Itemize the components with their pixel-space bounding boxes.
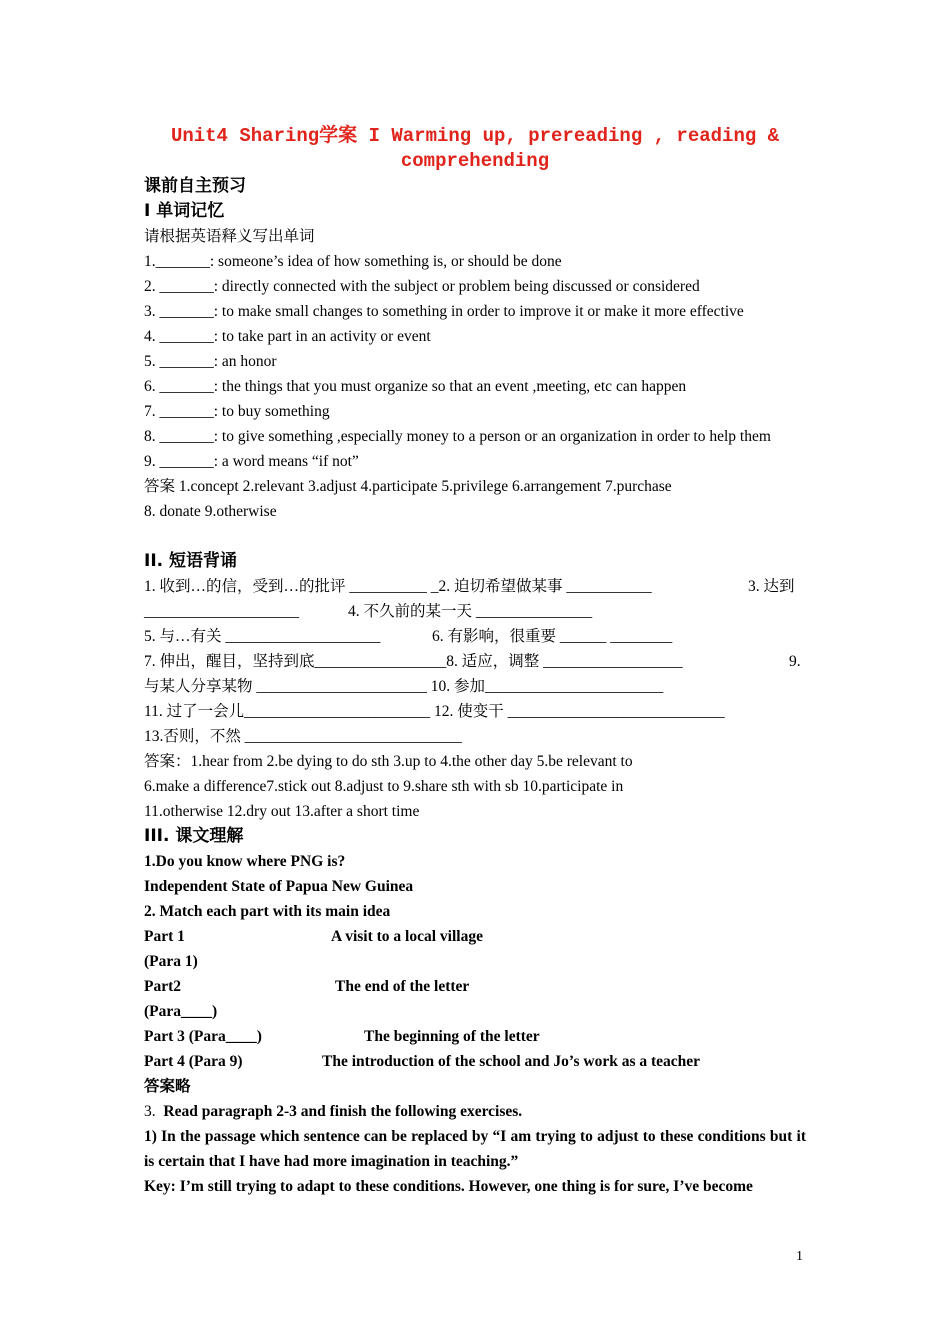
phrase-text: 9. (789, 653, 801, 670)
phrase-line (144, 624, 806, 649)
spacer (144, 524, 806, 549)
question-3-key: Key: I’m still trying to adapt to these conditions. However, one thing is for sure, I’ve become (144, 1178, 753, 1195)
title-line-1: Unit4 Sharing学案 I Warming up, prereading , reading & (170, 125, 780, 147)
question-3-1: 1) In the passage which sentence can be replaced by “I am trying to adjust to these conditions but it is certain that I have had more imagination in teaching.” (144, 1128, 806, 1170)
vocab-answer: 答案 1.concept 2.relevant 3.adjust 4.participate 5.privilege 6.arrangement 7.purchase (144, 478, 672, 495)
phrase-line (144, 724, 806, 749)
pre-study-heading: 课前自主预习 (144, 176, 246, 196)
title-line-2: comprehending (400, 150, 550, 172)
match-idea: A visit to a local village (331, 928, 483, 945)
match-row (144, 1049, 806, 1074)
answer-1: Independent State of Papua New Guinea (144, 878, 414, 895)
phrase-text: 3. 达到 (748, 578, 795, 595)
phrase-answer: 6.make a difference7.stick out 8.adjust to 9.share sth with sb 10.participate in (144, 778, 624, 795)
phrase-answer: 11.otherwise 12.dry out 13.after a short time (144, 803, 420, 820)
match-part: Part2 (144, 978, 182, 995)
vocab-item: 8. _______: to give something ,especially money to a person or an organization in order to help them (144, 428, 771, 445)
match-idea: The introduction of the school and Jo’s work as a teacher (322, 1053, 701, 1070)
match-row (144, 949, 806, 974)
vocab-item: 3. _______: to make small changes to something in order to improve it or make it more effective (144, 303, 744, 320)
match-part: Part 1 (144, 928, 185, 945)
phrase-line (144, 574, 806, 599)
match-part: (Para____) (144, 1003, 218, 1020)
page-content (144, 124, 806, 1199)
question-2: 2. Match each part with its main idea (144, 903, 391, 920)
phrase-answer: 答案：1.hear from 2.be dying to do sth 3.up to 4.the other day 5.be relevant to (144, 753, 633, 770)
match-idea: The beginning of the letter (364, 1028, 540, 1045)
question-3 (144, 1099, 806, 1124)
phrase-text: 1. 收到…的信，受到…的批评 __________ _2. 迫切希望做某事 ___________ (144, 578, 652, 595)
match-row (144, 924, 806, 949)
phrase-text: ____________________ (144, 603, 299, 620)
match-answer: 答案略 (144, 1078, 191, 1095)
vocab-item: 7. _______: to buy something (144, 403, 330, 420)
vocab-item: 9. _______: a word means “if not” (144, 453, 359, 470)
vocab-item: 5. _______: an honor (144, 353, 277, 370)
match-row (144, 974, 806, 999)
phrase-line (144, 674, 806, 699)
phrase-text: 6. 有影响，很重要 ______ ________ (432, 628, 673, 645)
vocab-item: 1._______: someone’s idea of how something is, or should be done (144, 253, 562, 270)
phrase-text: 4. 不久前的某一天 _______________ (348, 603, 593, 620)
question-1: 1.Do you know where PNG is? (144, 853, 346, 870)
match-row (144, 999, 806, 1024)
phrase-text: 与某人分享某物 ______________________ 10. 参加_______________________ (144, 678, 664, 695)
match-part: (Para 1) (144, 953, 198, 970)
phrase-text: 11. 过了一会儿________________________ 12. 使变干 ____________________________ (144, 703, 725, 720)
phrase-text: 7. 伸出，醒目，坚持到底_________________8. 适应，调整 __________________ (144, 653, 683, 670)
section-1-instruction: 请根据英语释义写出单词 (144, 228, 315, 245)
phrase-text: 5. 与…有关 ____________________ (144, 628, 381, 645)
match-row (144, 1024, 806, 1049)
section-3-heading: III. 课文理解 (144, 826, 244, 846)
vocab-item: 4. _______: to take part in an activity or event (144, 328, 431, 345)
match-part: Part 4 (Para 9) (144, 1053, 243, 1070)
section-1-heading: I 单词记忆 (144, 201, 225, 221)
phrase-line (144, 599, 806, 624)
vocab-item: 2. _______: directly connected with the subject or problem being discussed or considered (144, 278, 700, 295)
match-idea: The end of the letter (335, 978, 470, 995)
section-2-heading: II. 短语背诵 (144, 551, 238, 571)
match-part: Part 3 (Para____) (144, 1028, 262, 1045)
phrase-line (144, 649, 806, 674)
question-3-number: 3. (144, 1103, 156, 1120)
phrase-line (144, 699, 806, 724)
vocab-item: 6. _______: the things that you must organize so that an event ,meeting, etc can happen (144, 378, 687, 395)
question-3-text: Read paragraph 2-3 and finish the following exercises. (163, 1103, 523, 1120)
vocab-answer: 8. donate 9.otherwise (144, 503, 277, 520)
page-number: 1 (796, 1249, 803, 1264)
phrase-text: 13.否则，不然 ____________________________ (144, 728, 462, 745)
